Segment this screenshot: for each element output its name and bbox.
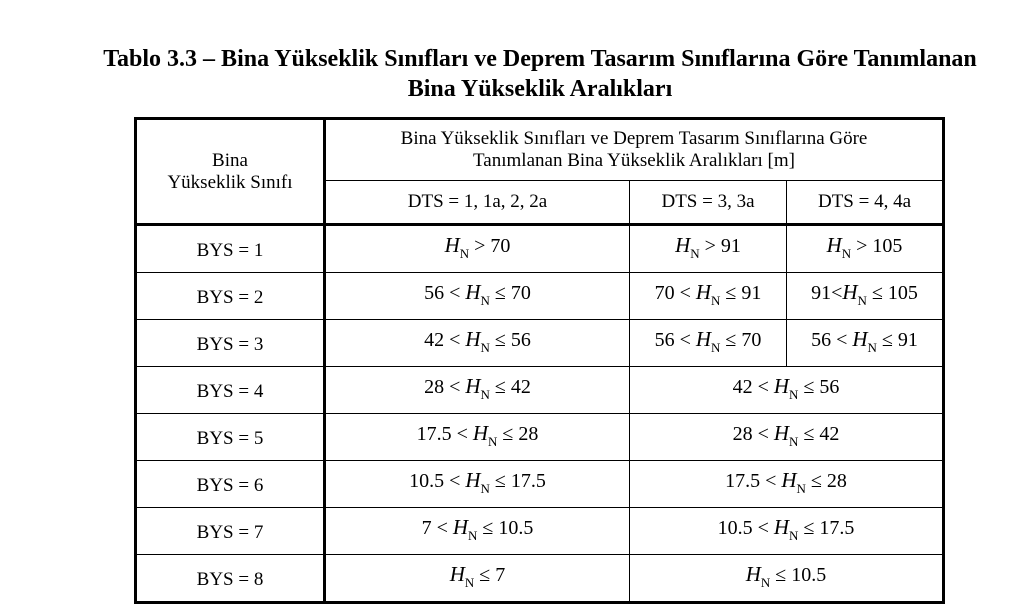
hn-symbol: $H_N$ (852, 326, 877, 355)
condition-suffix: ≤ 91 (720, 281, 762, 304)
height-class-table (134, 117, 945, 604)
bys-label: BYS = 5 (136, 414, 325, 461)
range-dts-3-4-merged (630, 461, 944, 508)
hn-subscript: N (468, 527, 478, 543)
range-dts-1-2 (325, 461, 630, 508)
range-dts-1-2 (325, 273, 630, 320)
hn-subscript: N (789, 386, 799, 402)
hn-symbol: $H_N$ (773, 373, 799, 402)
range-dts-1-2 (325, 320, 630, 367)
bys-label: BYS = 8 (136, 555, 325, 603)
condition-suffix: ≤ 17.5 (489, 469, 546, 492)
hn-subscript: N (480, 292, 490, 308)
table-row (136, 508, 944, 555)
hn-symbol: $H_N$ (695, 279, 721, 308)
dts-header-1: DTS = 1, 1a, 2, 2a (325, 181, 630, 225)
condition-suffix: ≤ 70 (489, 281, 531, 304)
column-header-bys-line1: Bina (212, 149, 248, 171)
condition-suffix: ≤ 28 (497, 422, 539, 445)
range-dts-4 (787, 273, 944, 320)
condition-prefix: 28 < (424, 375, 466, 398)
condition-suffix: ≤ 28 (805, 469, 847, 492)
condition-prefix: 56 < (654, 328, 696, 351)
hn-subscript: N (789, 527, 799, 543)
column-header-bys (136, 119, 325, 225)
dts-header-3: DTS = 4, 4a (787, 181, 944, 225)
range-dts-3 (630, 273, 787, 320)
condition-prefix: 56 < (424, 281, 466, 304)
hn-symbol: $H_N$ (695, 326, 721, 355)
hn-symbol: $H_N$ (781, 467, 806, 496)
condition-suffix: ≤ 56 (798, 375, 840, 398)
hn-symbol: $H_N$ (465, 467, 490, 496)
condition-suffix: ≤ 10.5 (770, 563, 827, 586)
hn-symbol: $H_N$ (826, 232, 852, 261)
hn-symbol: $H_N$ (465, 279, 490, 308)
caption-line-2: Bina Yükseklik Aralıkları (407, 76, 673, 102)
condition-prefix: 10.5 < (717, 516, 774, 539)
dts-header-2: DTS = 3, 3a (630, 181, 787, 225)
column-header-bys-line2: Yükseklik Sınıfı (167, 171, 293, 193)
hn-subscript: N (711, 292, 721, 308)
group-header-line1: Bina Yükseklik Sınıfları ve Deprem Tasarım Sınıflarına Göre (400, 128, 868, 149)
caption-line-1: Tablo 3.3 – Bina Yükseklik Sınıfları ve Deprem Tasarım Sınıflarına Göre Tanımlanan (103, 46, 977, 72)
range-dts-1-2 (325, 225, 630, 273)
table-row (136, 367, 944, 414)
table-body (136, 225, 944, 603)
hn-subscript: N (480, 339, 490, 355)
hn-symbol: $H_N$ (675, 232, 700, 261)
table-row (136, 320, 944, 367)
condition-prefix: 56 < (811, 328, 853, 351)
condition-prefix: 17.5 < (725, 469, 782, 492)
condition-prefix: 17.5 < (416, 422, 473, 445)
hn-subscript: N (760, 574, 771, 590)
condition-suffix: ≤ 17.5 (798, 516, 855, 539)
range-dts-3 (630, 320, 787, 367)
hn-subscript: N (480, 480, 490, 496)
condition-suffix: ≤ 70 (720, 328, 762, 351)
condition-prefix: 10.5 < (409, 469, 466, 492)
hn-subscript: N (857, 292, 867, 308)
hn-subscript: N (841, 245, 852, 261)
condition-suffix: ≤ 42 (798, 422, 840, 445)
range-dts-1-2 (325, 367, 630, 414)
hn-subscript: N (488, 433, 498, 449)
condition-prefix: 91< (811, 281, 843, 304)
hn-symbol: $H_N$ (444, 232, 470, 261)
table-caption (0, 44, 1025, 104)
condition-suffix: > 91 (699, 234, 741, 257)
table-row (136, 273, 944, 320)
bys-label: BYS = 6 (136, 461, 325, 508)
bys-label: BYS = 3 (136, 320, 325, 367)
range-dts-4 (787, 320, 944, 367)
condition-suffix: ≤ 56 (489, 328, 531, 351)
hn-subscript: N (459, 245, 470, 261)
hn-subscript: N (690, 245, 700, 261)
hn-symbol: $H_N$ (773, 514, 799, 543)
hn-subscript: N (867, 339, 877, 355)
range-dts-4 (787, 225, 944, 273)
hn-symbol: $H_N$ (472, 420, 498, 449)
hn-symbol: $H_N$ (452, 514, 478, 543)
condition-prefix: 28 < (732, 422, 774, 445)
range-dts-1-2 (325, 414, 630, 461)
hn-symbol: $H_N$ (465, 326, 490, 355)
condition-suffix: ≤ 10.5 (477, 516, 534, 539)
hn-symbol: $H_N$ (465, 373, 490, 402)
condition-prefix: 42 < (424, 328, 466, 351)
hn-symbol: $H_N$ (745, 561, 771, 590)
hn-subscript: N (796, 480, 806, 496)
bys-label: BYS = 7 (136, 508, 325, 555)
condition-suffix: ≤ 42 (489, 375, 531, 398)
hn-subscript: N (464, 574, 475, 590)
table-row (136, 555, 944, 603)
hn-subscript: N (711, 339, 721, 355)
hn-subscript: N (480, 386, 490, 402)
bys-label: BYS = 1 (136, 225, 325, 273)
group-header (325, 119, 944, 181)
hn-symbol: $H_N$ (773, 420, 799, 449)
condition-suffix: ≤ 91 (876, 328, 918, 351)
condition-suffix: > 105 (851, 234, 903, 257)
hn-symbol: $H_N$ (842, 279, 867, 308)
bys-label: BYS = 2 (136, 273, 325, 320)
condition-prefix: 42 < (732, 375, 774, 398)
condition-prefix: 70 < (654, 281, 696, 304)
condition-suffix: ≤ 7 (474, 563, 506, 586)
hn-subscript: N (789, 433, 799, 449)
range-dts-3-4-merged (630, 508, 944, 555)
range-dts-1-2 (325, 555, 630, 603)
condition-prefix: 7 < (421, 516, 453, 539)
range-dts-3 (630, 225, 787, 273)
range-dts-3-4-merged (630, 555, 944, 603)
range-dts-1-2 (325, 508, 630, 555)
table-row (136, 461, 944, 508)
range-dts-3-4-merged (630, 367, 944, 414)
condition-suffix: > 70 (469, 234, 511, 257)
group-header-line2: Tanımlanan Bina Yükseklik Aralıkları [m] (473, 150, 795, 171)
hn-symbol: $H_N$ (449, 561, 475, 590)
table-row (136, 414, 944, 461)
condition-suffix: ≤ 105 (866, 281, 918, 304)
table-row (136, 225, 944, 273)
bys-label: BYS = 4 (136, 367, 325, 414)
table-header-row-1 (136, 119, 944, 181)
range-dts-3-4-merged (630, 414, 944, 461)
